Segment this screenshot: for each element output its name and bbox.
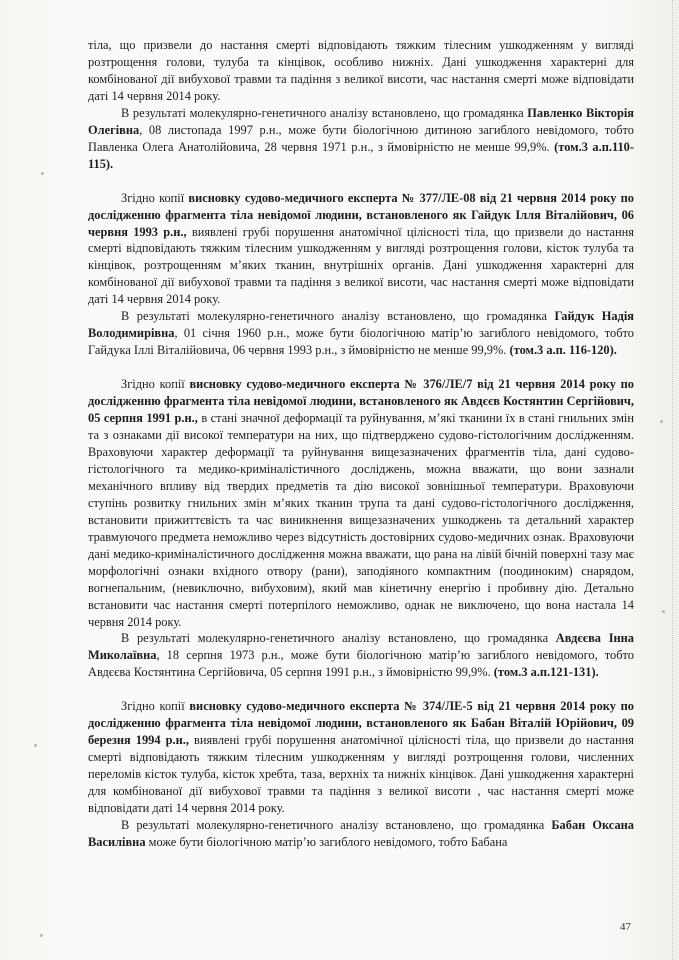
scan-speck	[662, 610, 665, 613]
text-run: В результаті молекулярно-генетичного аналізу встановлено, що громадянка	[121, 309, 555, 324]
paragraph-continuation	[88, 37, 634, 105]
bold-run: висновку судово-медичного експерта № 374/ЛЕ-5 від 21 червня 2014 року по дослідженню фрагмента тіла невідомої людини, встановленого як Бабан Віталій Юрійович, 09 березня 1994 р.н.,	[88, 699, 634, 748]
scan-speck	[41, 172, 44, 175]
paragraph-dna-analysis-avdeieva	[88, 630, 634, 681]
paragraph-dna-analysis-baban	[88, 817, 634, 851]
bold-run: (том.3 а.п.110-115).	[88, 139, 634, 171]
page-number: 47	[620, 921, 631, 933]
bold-run: (том.3 а.п. 116-120).	[509, 343, 617, 358]
bold-run: Гайдук Надія Володимирівна	[88, 309, 634, 341]
text-run: Згідно копії	[121, 699, 190, 714]
text-run: Згідно копії	[121, 190, 189, 205]
bold-run: Бабан Оксана Василівна	[88, 817, 634, 849]
paragraph-expert-conclusion-376	[88, 376, 634, 630]
text-run: виявлені грубі порушення анатомічної цілісності тіла, що призвели до настання смерті відповідають тяжким тілесним ушкодженням у вигляді розтрощення голови, численних переломів кісток тулуба, кісток хребта, таза, верхніх та нижніх кінцівок. Дані ушкодження характерні для комбінованої дії вибухової травми та падіння з великої висоти , час настання смерті може відповідати даті 14 червня 2014 року.	[88, 733, 634, 816]
bold-run: висновку судово-медичного експерта № 377/ЛЕ-08 від 21 червня 2014 року по дослідженню фрагмента тіла невідомої людини, встановленого як Гайдук Ілля Віталійович, 06 червня 1993 р.н.,	[88, 190, 634, 239]
bold-run: Авдєєва Інна Миколаївна	[88, 631, 634, 663]
bold-run: (том.3 а.п.121-131).	[493, 665, 599, 680]
document-body	[88, 37, 634, 851]
text-run: може бути біологічною матір’ю загиблого невідомого, тобто Бабана	[145, 834, 508, 849]
text-run: В результаті молекулярно-генетичного аналізу встановлено, що громадянка	[121, 105, 528, 120]
paragraph-dna-analysis-pavlenko	[88, 105, 634, 173]
bold-run: висновку судово-медичного експерта № 376/ЛЕ/7 від 21 червня 2014 року по дослідженню фрагмента тіла невідомої людини, встановленого як Авдєєв Костянтин Сергійович, 05 серпня 1991 р.н.,	[88, 377, 634, 426]
scan-speck	[40, 934, 43, 937]
scan-speck	[34, 744, 37, 747]
scan-speck	[660, 420, 663, 423]
text-run: виявлені грубі порушення анатомічної цілісності тіла, що призвели до настання смерті відповідають тяжким тілесним ушкодженням у вигляді розтрощення голови, кісток тулуба та кінцівок, розтрощенням м’яких тканин, внутрішніх органів. Дані ушкодження характерні для комбінованої дії вибухової травми та падіння з великої висоти, час настання смерті може відповідати даті 14 червня 2014 року.	[88, 224, 634, 307]
paragraph-dna-analysis-haiduk	[88, 308, 634, 359]
text-run: , 01 січня 1960 р.н., може бути біологічною матір’ю загиблого невідомого, тобто Гайдука Іллі Віталійовича, 06 червня 1993 р.н., з ймовірністю не менше 99,9%.	[88, 326, 634, 358]
text-run: , 08 листопада 1997 р.н., може бути біологічною дитиною загиблого невідомого, тобто Павленка Олега Анатолійовича, 28 червня 1971 р.н., з ймовірністю не менше 99,9%.	[88, 122, 634, 154]
paragraph-expert-conclusion-377	[88, 190, 634, 309]
bold-run: Павленко Вікторія Олегівна	[88, 105, 634, 137]
text-run: в стані значної деформації та руйнування, м’які тканини їх в стані гнильних змін та з ознаками дії високої температури на них, що підтверджено судово-гістологічним дослідженням. Враховуючи характер деформації та руйнування вищезазначених фрагментів тіла, дані судово-гістологічного та медико-криміналістичного досліджень, можна вважати, що вони зазнали механічного впливу від твердих предметів та дію високої зовнішньої температури. Враховуючи ступінь розвитку гнильних змін м’яких тканин трупа та дані судово-гістологічного дослідження, встановити прижиттєвість та час виникнення вищезазначених ушкоджень та детальний характер травмуючого предмета неможливо через відсутність достовірних судово-медичних ознак. Враховуючи дані медико-криміналістичного дослідження можна вважати, що рана на лівій бічній поверхні тазу має морфологічні ознаки вхідного отвору (рани), заподіяного компактним (поодиноким) снарядом, вогнепальним, (невиключно, вибуховим), який мав кінетичну енергію і пробивну дію. Детально встановити час настання смерті потерпілого неможливо, однак не виключено, що вона настала 14 червня 2014 року.	[88, 411, 634, 629]
text-run: В результаті молекулярно-генетичного аналізу встановлено, що громадянка	[121, 631, 556, 646]
text-run: , 18 серпня 1973 р.н., може бути біологічною матір’ю загиблого невідомого, тобто Авдєєва Костянтина Сергійовича, 05 серпня 1991 р.н., з ймовірністю 99,9%.	[88, 648, 634, 680]
paragraph-expert-conclusion-374	[88, 698, 634, 817]
text-run: Згідно копії	[121, 377, 190, 392]
text-run: тіла, що призвели до настання смерті відповідають тяжким тілесним ушкодженням у вигляді розтрощення голови, тулуба та кінцівок, особливо нижніх. Дані ушкодження характерні для комбінованої дії вибухової травми та падіння з великої висоти, час настання смерті може відповідати даті 14 червня 2014 року.	[88, 38, 634, 103]
text-run: В результаті молекулярно-генетичного аналізу встановлено, що громадянка	[121, 817, 552, 832]
scan-edge	[664, 0, 673, 960]
